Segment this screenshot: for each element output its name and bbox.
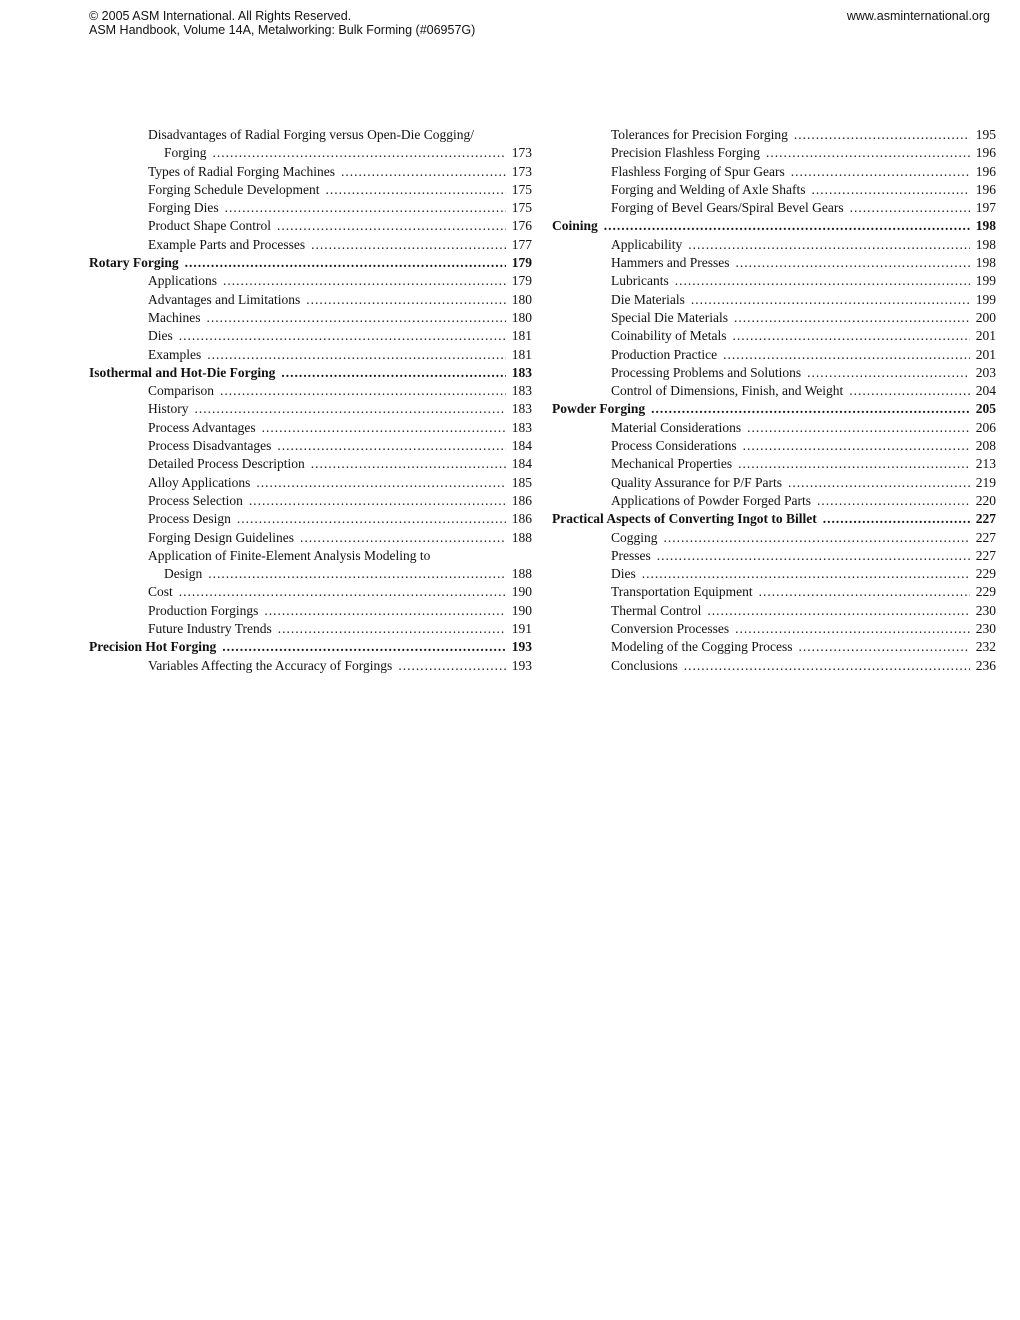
toc-entry-page: 184: [511, 438, 532, 454]
toc-entry-page: 220: [975, 492, 996, 508]
toc-entry-title: Process Selection: [148, 492, 243, 508]
toc-entry[interactable]: [552, 437, 996, 455]
toc-entry-title: Cost: [148, 584, 173, 600]
toc-entry-title: Practical Aspects of Converting Ingot to Billet: [552, 511, 817, 527]
toc-entry-page: 181: [511, 328, 532, 344]
website-link[interactable]: www.asminternational.org: [846, 9, 990, 23]
toc-entry-title: Conclusions: [611, 657, 678, 673]
toc-entry-title: Isothermal and Hot-Die Forging: [89, 364, 276, 380]
toc-entry[interactable]: [89, 400, 532, 418]
toc-entry[interactable]: [552, 291, 996, 309]
toc-entry-page: 236: [975, 657, 996, 673]
toc-entry[interactable]: [89, 565, 532, 583]
toc-entry-title: Product Shape Control: [148, 218, 271, 234]
toc-entry-page: 191: [511, 621, 532, 637]
toc-entry[interactable]: [89, 346, 532, 364]
toc-entry[interactable]: [552, 163, 996, 181]
toc-entry-page: 195: [975, 127, 996, 142]
toc-entry[interactable]: [552, 364, 996, 382]
toc-entry-title: Applicability: [611, 236, 683, 252]
toc-entry-title: Hammers and Presses: [611, 255, 730, 271]
toc-entry[interactable]: [552, 529, 996, 547]
toc-entry-title: Disadvantages of Radial Forging versus Open-Die Cogging/: [148, 127, 474, 142]
toc-entry-title: Forging and Welding of Axle Shafts: [611, 181, 806, 197]
toc-entry[interactable]: [552, 309, 996, 327]
toc-entry-page: 175: [511, 181, 532, 197]
toc-section-heading[interactable]: [552, 510, 996, 528]
toc-entry-page: 183: [511, 364, 532, 380]
toc-entry-title: Future Industry Trends: [148, 621, 272, 637]
toc-entry-page: 177: [511, 236, 532, 252]
toc-entry-page: 227: [975, 547, 996, 563]
toc-entry-page: 196: [975, 145, 996, 161]
toc-entry[interactable]: [89, 510, 532, 528]
toc-entry-page: 180: [511, 309, 532, 325]
toc-entry[interactable]: [552, 455, 996, 473]
toc-entry-title: Mechanical Properties: [611, 456, 733, 472]
toc-entry[interactable]: [89, 144, 532, 162]
toc-entry[interactable]: [552, 492, 996, 510]
toc-entry[interactable]: [89, 602, 532, 620]
toc-entry-page: 198: [975, 218, 996, 234]
toc-entry-page: 184: [511, 456, 532, 472]
toc-entry-page: 196: [975, 181, 996, 197]
toc-entry-title: Lubricants: [611, 273, 669, 289]
toc-entry[interactable]: [89, 547, 532, 565]
toc-entry-title: Forging of Bevel Gears/Spiral Bevel Gears: [611, 200, 844, 216]
toc-entry-page: 173: [511, 163, 532, 179]
toc-entry-title: Advantages and Limitations: [148, 291, 301, 307]
toc-entry[interactable]: [552, 565, 996, 583]
toc-entry-page: 229: [975, 566, 996, 582]
toc-entry[interactable]: [89, 327, 532, 345]
toc-entry-title: Process Considerations: [611, 438, 737, 454]
toc-entry-page: 190: [511, 584, 532, 600]
toc-entry-page: 227: [975, 529, 996, 545]
toc-entry-page: 230: [975, 602, 996, 618]
toc-entry-title: Flashless Forging of Spur Gears: [611, 163, 785, 179]
toc-left-column: [89, 126, 532, 675]
toc-entry-page: 200: [975, 309, 996, 325]
toc-entry-title: Dies: [611, 566, 636, 582]
toc-entry-page: 179: [511, 255, 532, 271]
toc-entry-page: 230: [975, 621, 996, 637]
toc-entry-title: Alloy Applications: [148, 474, 251, 490]
toc-entry[interactable]: [89, 474, 532, 492]
toc-entry-title: Special Die Materials: [611, 309, 728, 325]
toc-entry-title: Applications: [148, 273, 217, 289]
toc-entry-page: 205: [975, 401, 996, 417]
toc-entry-title: Presses: [611, 547, 651, 563]
toc-entry-page: 183: [511, 419, 532, 435]
toc-entry-title: Forging Design Guidelines: [148, 529, 294, 545]
toc-entry-page: 186: [511, 492, 532, 508]
toc-entry-page: 176: [511, 218, 532, 234]
toc-entry-page: 185: [511, 474, 532, 490]
toc-entry-title: History: [148, 401, 189, 417]
toc-entry[interactable]: [89, 382, 532, 400]
toc-entry-title: Quality Assurance for P/F Parts: [611, 474, 782, 490]
toc-entry-title: Coining: [552, 218, 598, 234]
toc-entry-title: Precision Flashless Forging: [611, 145, 761, 161]
toc-entry[interactable]: [552, 638, 996, 656]
toc-entry-page: 203: [975, 364, 996, 380]
toc-entry-title: Material Considerations: [611, 419, 742, 435]
toc-entry-title: Variables Affecting the Accuracy of Forgings: [148, 657, 393, 673]
toc-section-heading[interactable]: [552, 400, 996, 418]
toc-entry-page: 186: [511, 511, 532, 527]
toc-entry[interactable]: [552, 126, 996, 144]
toc-entry-title: Tolerances for Precision Forging: [611, 127, 788, 142]
toc-entry-page: 190: [511, 602, 532, 618]
toc-entry[interactable]: [89, 620, 532, 638]
toc-entry-title: Transportation Equipment: [611, 584, 753, 600]
toc-entry-page: 183: [511, 401, 532, 417]
toc-entry-title: Forging: [164, 145, 207, 161]
toc-entry[interactable]: [552, 327, 996, 345]
toc-section-heading[interactable]: [552, 217, 996, 235]
toc-entry-page: 188: [511, 529, 532, 545]
toc-entry-title: Coinability of Metals: [611, 328, 727, 344]
toc-entry[interactable]: [552, 583, 996, 601]
toc-entry-page: 201: [975, 328, 996, 344]
toc-entry[interactable]: [552, 144, 996, 162]
toc-entry-page: 219: [975, 474, 996, 490]
toc-entry-title: Examples: [148, 346, 202, 362]
toc-entry[interactable]: [552, 199, 996, 217]
toc-entry[interactable]: [89, 272, 532, 290]
book-title: ASM Handbook, Volume 14A, Metalworking: Bulk Forming (#06957G): [89, 23, 476, 37]
toc-entry-title: Application of Finite-Element Analysis Modeling to: [148, 547, 431, 563]
toc-entry-title: Powder Forging: [552, 401, 646, 417]
toc-entry-page: 193: [511, 639, 532, 655]
toc-entry-title: Process Disadvantages: [148, 438, 272, 454]
toc-entry-page: 193: [511, 657, 532, 673]
toc-entry-title: Applications of Powder Forged Parts: [611, 492, 811, 508]
toc-entry[interactable]: [89, 657, 532, 675]
copyright-notice: © 2005 ASM International. All Rights Reserved.: [89, 9, 352, 23]
toc-entry-page: 213: [975, 456, 996, 472]
toc-entry-title: Conversion Processes: [611, 621, 730, 637]
toc-entry-page: 204: [975, 383, 996, 399]
toc-entry-page: 173: [511, 145, 532, 161]
toc-entry[interactable]: [552, 346, 996, 364]
toc-entry-page: 179: [511, 273, 532, 289]
toc-entry-page: 201: [975, 346, 996, 362]
toc-entry[interactable]: [552, 254, 996, 272]
toc-entry[interactable]: [89, 419, 532, 437]
toc-entry[interactable]: [552, 272, 996, 290]
toc-right-column: [552, 126, 996, 675]
toc-entry-title: Production Practice: [611, 346, 718, 362]
toc-entry-title: Design: [164, 566, 203, 582]
toc-entry[interactable]: [89, 291, 532, 309]
toc-entry-page: 188: [511, 566, 532, 582]
toc-entry-title: Cogging: [611, 529, 658, 545]
toc-entry[interactable]: [552, 181, 996, 199]
toc-entry[interactable]: [552, 620, 996, 638]
toc-entry[interactable]: [89, 492, 532, 510]
toc-entry[interactable]: [552, 474, 996, 492]
toc-entry[interactable]: [89, 309, 532, 327]
toc-entry-title: Forging Schedule Development: [148, 181, 320, 197]
toc-entry-page: 198: [975, 255, 996, 271]
toc-entry[interactable]: [89, 529, 532, 547]
toc-entry-title: Rotary Forging: [89, 255, 179, 271]
toc-entry-title: Production Forgings: [148, 602, 259, 618]
toc-section-heading[interactable]: [89, 638, 532, 656]
toc-entry-page: 229: [975, 584, 996, 600]
toc-entry-title: Forging Dies: [148, 200, 219, 216]
toc-entry-title: Modeling of the Cogging Process: [611, 639, 793, 655]
toc-entry-title: Types of Radial Forging Machines: [148, 163, 336, 179]
toc-entry-title: Precision Hot Forging: [89, 639, 217, 655]
toc-entry[interactable]: [89, 126, 532, 144]
toc-entry-title: Process Advantages: [148, 419, 256, 435]
toc-entry-page: 180: [511, 291, 532, 307]
toc-entry-page: 197: [975, 200, 996, 216]
toc-entry-page: 181: [511, 346, 532, 362]
toc-entry-page: 199: [975, 273, 996, 289]
toc-entry-page: 206: [975, 419, 996, 435]
toc-entry-page: 175: [511, 200, 532, 216]
toc-section-heading[interactable]: [89, 364, 532, 382]
toc-entry-page: 232: [975, 639, 996, 655]
toc-entry[interactable]: [89, 455, 532, 473]
toc-entry[interactable]: [552, 382, 996, 400]
toc-entry-page: 208: [975, 438, 996, 454]
toc-entry-page: 198: [975, 236, 996, 252]
toc-entry[interactable]: [89, 181, 532, 199]
toc-section-heading[interactable]: [89, 254, 532, 272]
toc-entry-title: Thermal Control: [611, 602, 702, 618]
toc-entry[interactable]: [552, 419, 996, 437]
toc-entry-title: Process Design: [148, 511, 231, 527]
toc-entry-title: Processing Problems and Solutions: [611, 364, 802, 380]
toc-entry-page: 196: [975, 163, 996, 179]
toc-entry[interactable]: [552, 657, 996, 675]
toc-entry[interactable]: [89, 236, 532, 254]
toc-entry-title: Machines: [148, 309, 201, 325]
toc-entry-title: Die Materials: [611, 291, 685, 307]
toc-entry[interactable]: [89, 583, 532, 601]
toc-entry-title: Detailed Process Description: [148, 456, 305, 472]
toc-entry[interactable]: [89, 437, 532, 455]
toc-entry-page: 183: [511, 383, 532, 399]
toc-entry[interactable]: [552, 602, 996, 620]
toc-entry-page: 227: [975, 511, 996, 527]
toc-entry[interactable]: [552, 236, 996, 254]
toc-entry[interactable]: [89, 163, 532, 181]
toc-entry[interactable]: [552, 547, 996, 565]
toc-entry[interactable]: [89, 217, 532, 235]
toc-entry-title: Dies: [148, 328, 173, 344]
toc-entry-title: Control of Dimensions, Finish, and Weight: [611, 383, 844, 399]
toc-entry-title: Example Parts and Processes: [148, 236, 306, 252]
toc-entry-title: Comparison: [148, 383, 214, 399]
toc-entry[interactable]: [89, 199, 532, 217]
toc-entry-page: 199: [975, 291, 996, 307]
